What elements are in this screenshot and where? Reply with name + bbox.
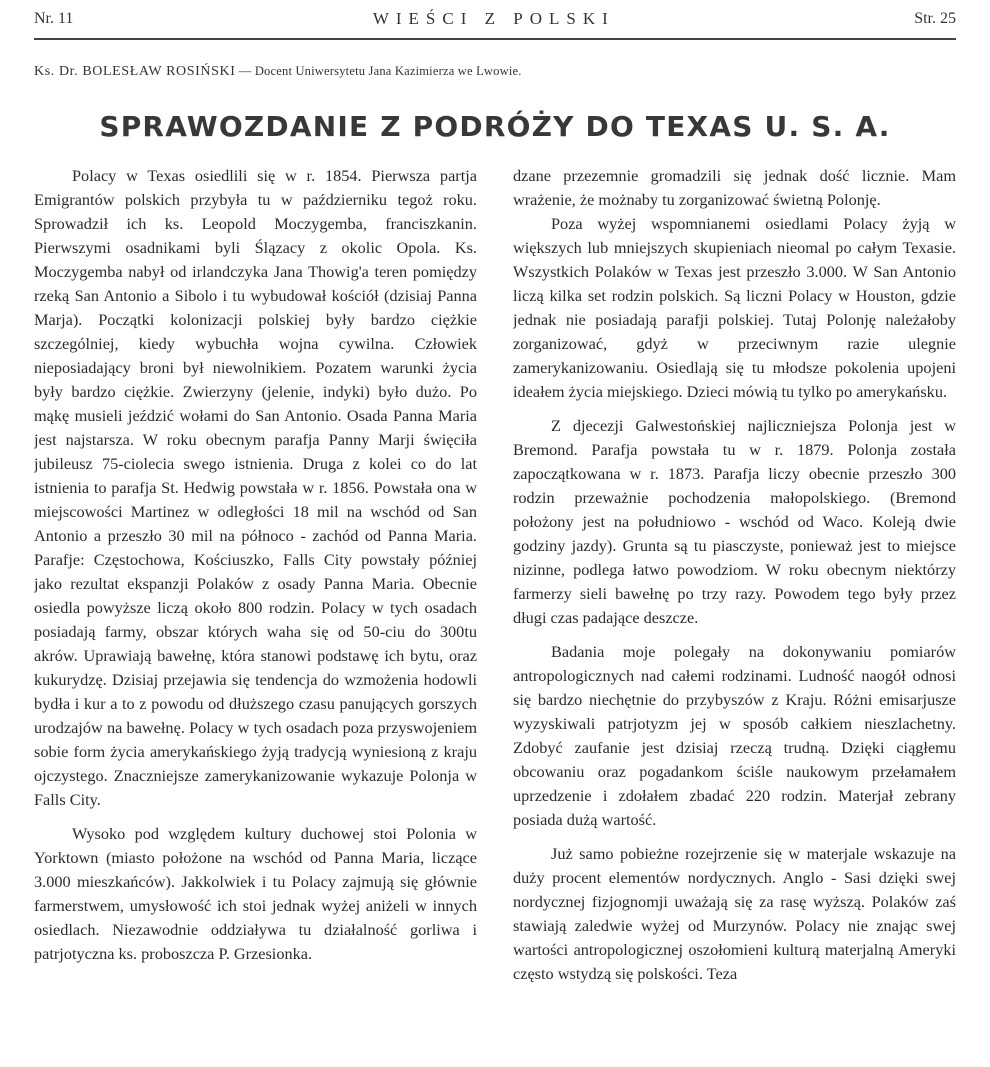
paragraph: Badania moje polegały na dokonywaniu pomiarów antropologicznych nad całemi rodzinami. Ludność naogół odnosi się bardzo niechętnie do przybyszów z Kraju. Różni emisarjusze wyzyskiwali patrjotyzm jej w sposób całkiem nieszlachetny. Zdobyć zaufanie jest dzisiaj rzeczą trudną. Dzięki ciągłemu obcowaniu oraz pogadankom ściśle naukowym przełamałem uprzedzenie i zdołałem zbadać 220 rodzin. Materjał zebrany posiada dużą wartość. xyxy=(513,642,956,829)
article-title: SPRAWOZDANIE Z PODRÓŻY DO TEXAS U. S. A. xyxy=(99,110,891,143)
issue-number: Nr. 11 xyxy=(34,10,74,27)
paragraph: Wysoko pod względem kultury duchowej stoi Polonia w Yorktown (miasto położone na wschód od Panna Maria, liczące 3.000 mieszkańców). Jakkolwiek i tu Polacy zajmują się głównie farmerstwem, umysłowość ich stoi jednak wyżej aniżeli w innych osiedlach. Niezawodnie oddziaływa tu działalność gorliwa i patrjotyczna ks. proboszcza P. Grzesionka. xyxy=(34,824,477,963)
header-rule xyxy=(34,38,956,40)
byline xyxy=(34,64,956,80)
paragraph: dzane przezemnie gromadzili się jednak dość licznie. Mam wrażenie, że możnaby tu zorganizować świetną Polonję. xyxy=(513,166,956,209)
paragraph: Poza wyżej wspomnianemi osiedlami Polacy żyją w większych lub mniejszych skupieniach nieomal po całym Texasie. Wszystkich Polaków w Texas jest przeszło 3.000. W San Antonio liczą kilka set rodzin polskich. Są liczni Polacy w Houston, gdzie jednak nie posiadają parafji polskiej. Tutaj Polonję należałoby zorganizować, gdyż w przeciwnym razie ulegnie zamerykanizowaniu. Osiedlają się tu młodsze pokolenia upojeni ideałem życia miejskiego. Dzieci mówią tu tylko po amerykańsku. xyxy=(513,214,956,401)
journal-title: WIEŚCI Z POLSKI xyxy=(372,9,615,28)
paragraph: Z djecezji Galwestońskiej najliczniejsza Polonja jest w Bremond. Parafja powstała tu w r. 1879. Polonja została zapoczątkowana w r. 1873. Parafja liczy obecnie przeszło 300 rodzin przeważnie pochodzenia małopolskiego. (Bremond położony jest na południowo - wschód od Waco. Koleją dwie godziny jazdy). Grunta są tu piasczyste, ponieważ jest to miejsce nizinne, podlega łatwo powodziom. W roku obecnym niektórzy farmerzy sieli bawełnę po trzy razy. Powodem tego były przez długi czas padające deszcze. xyxy=(513,416,956,627)
paragraph: Polacy w Texas osiedlili się w r. 1854. Pierwsza partja Emigrantów polskich przybyła tu w październiku tegoż roku. Sprowadził ich ks. Leopold Moczygemba, franciszkanin. Pierwszymi osadnikami byli Ślązacy z okolic Opola. Ks. Moczygemba nabył od irlandczyka Jana Thowig'a teren pomiędzy rzeką San Antonio a Sibolo i tu wybudował kościół (dzisiaj Panna Marja). Początki kolonizacji polskiej były bardzo ciężkie szczególniej, kiedy wybuchła wojna cywilna. Człowiek nieposiadający broni był niewolnikiem. Pozatem warunki życia były bardzo ciężkie. Zwierzyny (jelenie, indyki) było dużo. Po mąkę musieli jeździć wołami do San Antonio. Osada Panna Maria jest najstarsza. W roku obecnym parafja Panny Marji święciła jubileusz 75-ciolecia swego istnienia. Druga z kolei co do lat istnienia to parafja St. Hedwig powstała w r. 1856. Powstała ona w miejscowości Martinez w odległości 18 mil na wschód od San Antonio a przeszło 30 mil na północo - zachód od Panna Maria. Parafje: Częstochowa, Kościuszko, Falls City powstały później jako rezultat ekspanzji Polaków z osady Panna Maria. Obecnie osiedla powyższe liczą około 800 rodzin. Polacy w tych osadach posiadają farmy, obszar których waha się od 50-ciu do 300tu akrów. Uprawiają bawełnę, która stanowi podstawę ich bytu, oraz kukurydzę. Dzisiaj przejawia się tendencja do wzmożenia hodowli bydła i kur a to z powodu od dłuższego czasu panujących gorszych urodzajów na bawełnę. Polacy w tych osadach poza przyswojeniem sobie form życia amerykańskiego żyją tradycją wyniesioną z kraju ojczystego. Znaczniejsze zamerykanizowanie wykazuje Polonja w Falls City. xyxy=(34,166,477,809)
author-affiliation: — Docent Uniwersytetu Jana Kazimierza we Lwowie. xyxy=(238,64,522,78)
left-column xyxy=(34,164,477,1061)
article-body xyxy=(34,164,956,1061)
page-number: Str. 25 xyxy=(914,10,956,27)
running-header xyxy=(34,6,956,32)
paragraph: Już samo pobieżne rozejrzenie się w materjale wskazuje na duży procent elementów nordycznych. Anglo - Sasi dzięki swej nordycznej fizjognomji uważają się za rasę wyższą. Polaków zaś stawiają zaledwie wyżej od Murzynów. Polacy nie znając swej wartości antropologicznej oszołomieni kulturą materjalną Ameryki często wstydzą się polskości. Teza xyxy=(513,844,956,983)
right-column xyxy=(513,164,956,1061)
author-name: Ks. Dr. BOLESŁAW ROSIŃSKI xyxy=(34,64,236,79)
